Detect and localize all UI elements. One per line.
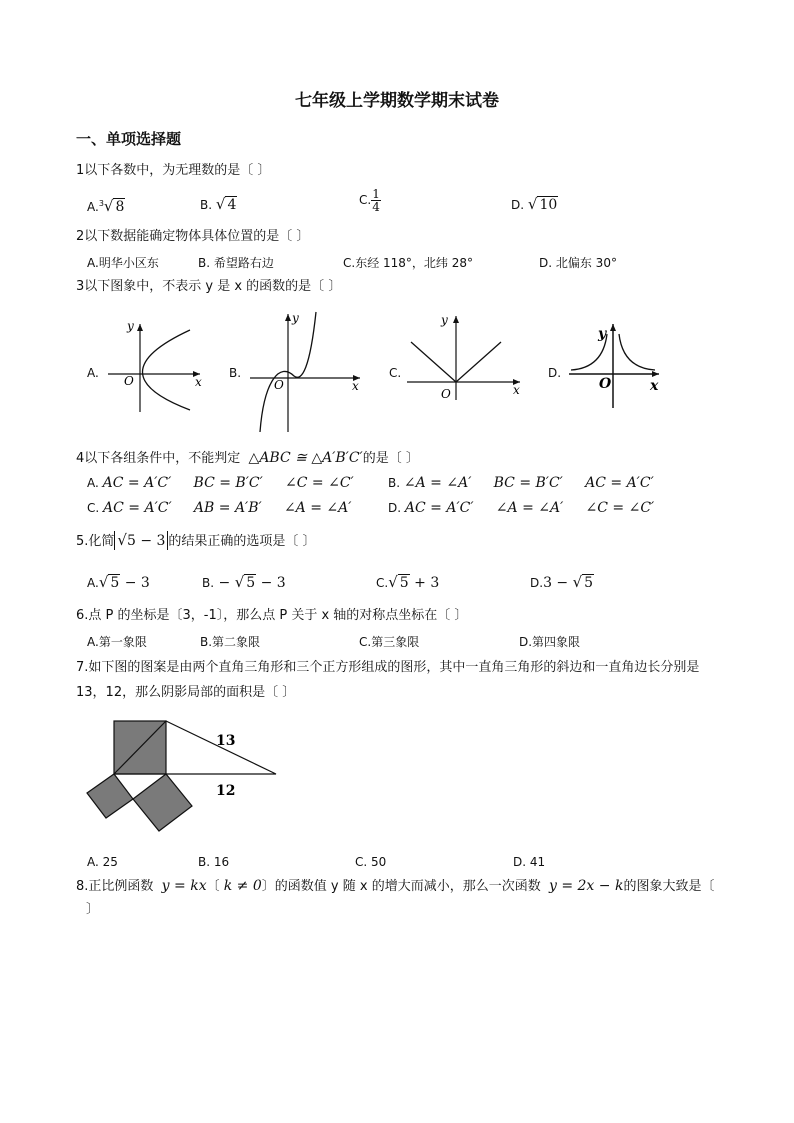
- q5-stem-pre: 5.化简: [76, 534, 115, 549]
- x-label: x: [352, 379, 359, 393]
- fraction-numerator: 1: [372, 187, 380, 201]
- q5-b-pre: −: [214, 575, 235, 591]
- q7-option-b[interactable]: B. 16: [198, 855, 230, 869]
- q5-option-b[interactable]: [202, 573, 286, 592]
- q3-graph-b: [250, 310, 365, 435]
- q5-b-label: B.: [202, 576, 215, 590]
- q4-d-expr: AC = A′C′ ∠A = ∠A′ ∠C = ∠C′: [404, 500, 655, 516]
- q7-option-d[interactable]: D. 41: [513, 855, 546, 869]
- q4-stem-post: 的是〔 〕: [362, 451, 419, 466]
- q1-option-c[interactable]: [359, 188, 381, 213]
- question-8-stem-end: 〕: [86, 902, 100, 917]
- hypotenuse-label: 13: [216, 733, 236, 749]
- q6-option-c[interactable]: C.第三象限: [359, 635, 420, 649]
- question-3-stem: 3以下图象中，不表示 y 是 x 的函数的是〔 〕: [76, 279, 342, 294]
- q1-c-fraction: [371, 188, 381, 213]
- right-square: [133, 774, 192, 831]
- leg-label: 12: [216, 783, 236, 799]
- q8-stem-mid: 〕的函数值 y 随 x 的增大而减小，那么一次函数: [261, 879, 541, 894]
- question-8-stem: [76, 876, 714, 897]
- q6-option-a[interactable]: A.第一象限: [87, 635, 147, 649]
- q8-linear-function: y = 2x − k: [548, 878, 624, 894]
- q5-option-d[interactable]: [530, 573, 594, 592]
- q3-option-a[interactable]: A.: [87, 366, 99, 380]
- q5-b-radicand: 5: [246, 575, 256, 591]
- q4-c-expr: AC = A′C′ AB = A′B′ ∠A = ∠A′: [103, 500, 352, 516]
- q3-graph-a: [100, 318, 210, 418]
- y-axis-arrow: [285, 314, 291, 321]
- q8-proportional-function: y = kx: [161, 878, 207, 894]
- question-7-stem: 7.如下图的图案是由两个直角三角形和三个正方形组成的图形，其中一直角三角形的斜边和一直角边长分别是 13，12，那么阴影局部的面积是〔 〕: [76, 660, 700, 700]
- x-label: x: [195, 375, 202, 389]
- q5-a-post: − 3: [120, 575, 150, 591]
- left-square: [87, 774, 133, 818]
- q1-a-label: A.: [87, 200, 99, 214]
- origin-label: O: [599, 376, 612, 392]
- y-axis-arrow: [610, 324, 616, 331]
- q2-option-a[interactable]: A.明华小区东: [87, 256, 159, 270]
- q4-a-label: A.: [87, 476, 99, 490]
- q3-graph-d: [565, 320, 670, 410]
- q5-option-a[interactable]: [87, 573, 150, 592]
- q1-b-radicand: 4: [227, 197, 237, 213]
- q4-b-expr: ∠A = ∠A′ BC = B′C′ AC = A′C′: [403, 475, 654, 491]
- q1-option-d[interactable]: [511, 195, 558, 214]
- q3-graph-c: [405, 312, 525, 402]
- q2-option-c[interactable]: C.东经 118°，北纬 28°: [343, 256, 473, 270]
- q4-a-expr: AC = A′C′ BC = B′C′ ∠C = ∠C′: [102, 475, 354, 491]
- q5-b-post: − 3: [256, 575, 286, 591]
- q7-option-c[interactable]: C. 50: [355, 855, 387, 869]
- parabola-curve: [143, 330, 191, 410]
- radical-sign: √: [388, 573, 398, 591]
- x-label: x: [650, 378, 659, 394]
- q1-d-label: D.: [511, 198, 525, 212]
- q1-a-root-index: 3: [98, 199, 104, 208]
- x-axis-arrow: [652, 371, 659, 377]
- question-2-stem: 2以下数据能确定物体具体位置的是〔 〕: [76, 229, 310, 244]
- q5-c-post: + 3: [409, 575, 440, 591]
- q8-stem-pre: 8.正比例函数: [76, 879, 154, 894]
- q1-option-b[interactable]: [200, 195, 237, 214]
- question-1-stem: 1以下各数中，为无理数的是〔 〕: [76, 163, 271, 178]
- q4-c-label: C.: [87, 501, 100, 515]
- q3-option-d[interactable]: D.: [548, 366, 562, 380]
- x-label: x: [513, 383, 520, 397]
- y-label: y: [292, 311, 299, 325]
- q5-d-label: D.: [530, 576, 544, 590]
- radical-sign: √: [117, 531, 127, 549]
- q7-figure: [82, 718, 282, 838]
- q5-c-radicand: 5: [399, 575, 409, 591]
- q1-b-label: B.: [200, 198, 213, 212]
- q4-option-a[interactable]: [87, 474, 354, 492]
- q2-option-b[interactable]: B. 希望路右边: [198, 256, 274, 270]
- radical-sign: √: [527, 195, 538, 213]
- radical-sign: √: [98, 573, 109, 591]
- q3-option-b[interactable]: B.: [229, 366, 242, 380]
- q1-a-radicand: 8: [115, 199, 125, 215]
- radical-sign: √: [572, 573, 583, 591]
- fraction-denominator: 4: [372, 200, 380, 214]
- q6-option-b[interactable]: B.第二象限: [200, 635, 261, 649]
- right-branch: [619, 334, 655, 370]
- radical-sign: √: [234, 573, 245, 591]
- origin-label: O: [124, 374, 134, 388]
- q8-condition: k ≠ 0: [223, 878, 262, 894]
- q5-option-c[interactable]: [376, 573, 439, 592]
- y-label: y: [598, 326, 607, 342]
- q4-option-c[interactable]: [87, 499, 351, 517]
- q4-stem-pre: 4以下各组条件中，不能判定: [76, 451, 241, 466]
- y-label: y: [127, 319, 134, 333]
- y-label: y: [441, 313, 448, 327]
- y-axis-arrow: [453, 316, 459, 323]
- q4-option-b[interactable]: [388, 474, 654, 492]
- origin-label: O: [274, 378, 284, 392]
- q2-option-d[interactable]: D. 北偏东 30°: [539, 256, 617, 270]
- q5-c-label: C.: [376, 576, 389, 590]
- q5-d-pre: 3 −: [543, 575, 573, 591]
- q8-paren-open: 〔: [206, 879, 220, 894]
- q1-c-label: C.: [359, 193, 372, 207]
- q5-a-label: A.: [87, 576, 99, 590]
- q1-option-a[interactable]: [87, 195, 125, 216]
- y-axis-arrow: [137, 324, 143, 331]
- q4-option-d[interactable]: [388, 499, 654, 517]
- q3-option-c[interactable]: C.: [389, 366, 402, 380]
- q5-absolute-value: [114, 531, 168, 550]
- q5-a-radicand: 5: [110, 575, 120, 591]
- question-5-stem: [76, 531, 316, 552]
- page-title: 七年级上学期数学期末试卷: [295, 91, 499, 111]
- radical-sign: √: [215, 195, 226, 213]
- q4-b-label: B.: [388, 476, 401, 490]
- q4-d-label: D.: [388, 501, 402, 515]
- q7-option-a[interactable]: A. 25: [87, 855, 118, 869]
- q1-d-radicand: 10: [539, 197, 558, 213]
- origin-label: O: [441, 387, 451, 401]
- q4-congruence: △ABC ≅ △A′B′C′: [248, 450, 363, 466]
- q8-stem-post: 的图象大致是〔: [623, 879, 715, 894]
- q5-abs-expr: 5 − 3: [126, 533, 166, 549]
- q6-option-d[interactable]: D.第四象限: [519, 635, 581, 649]
- section-heading: 一、单项选择题: [76, 130, 182, 148]
- radical-sign: √: [103, 197, 114, 215]
- q5-stem-post: 的结果正确的选项是〔 〕: [168, 534, 316, 549]
- q5-d-radicand: 5: [584, 575, 594, 591]
- question-4-stem: [76, 448, 419, 469]
- question-6-stem: 6.点 P 的坐标是〔3，-1〕，那么点 P 关于 x 轴的对称点坐标在〔 〕: [76, 608, 468, 623]
